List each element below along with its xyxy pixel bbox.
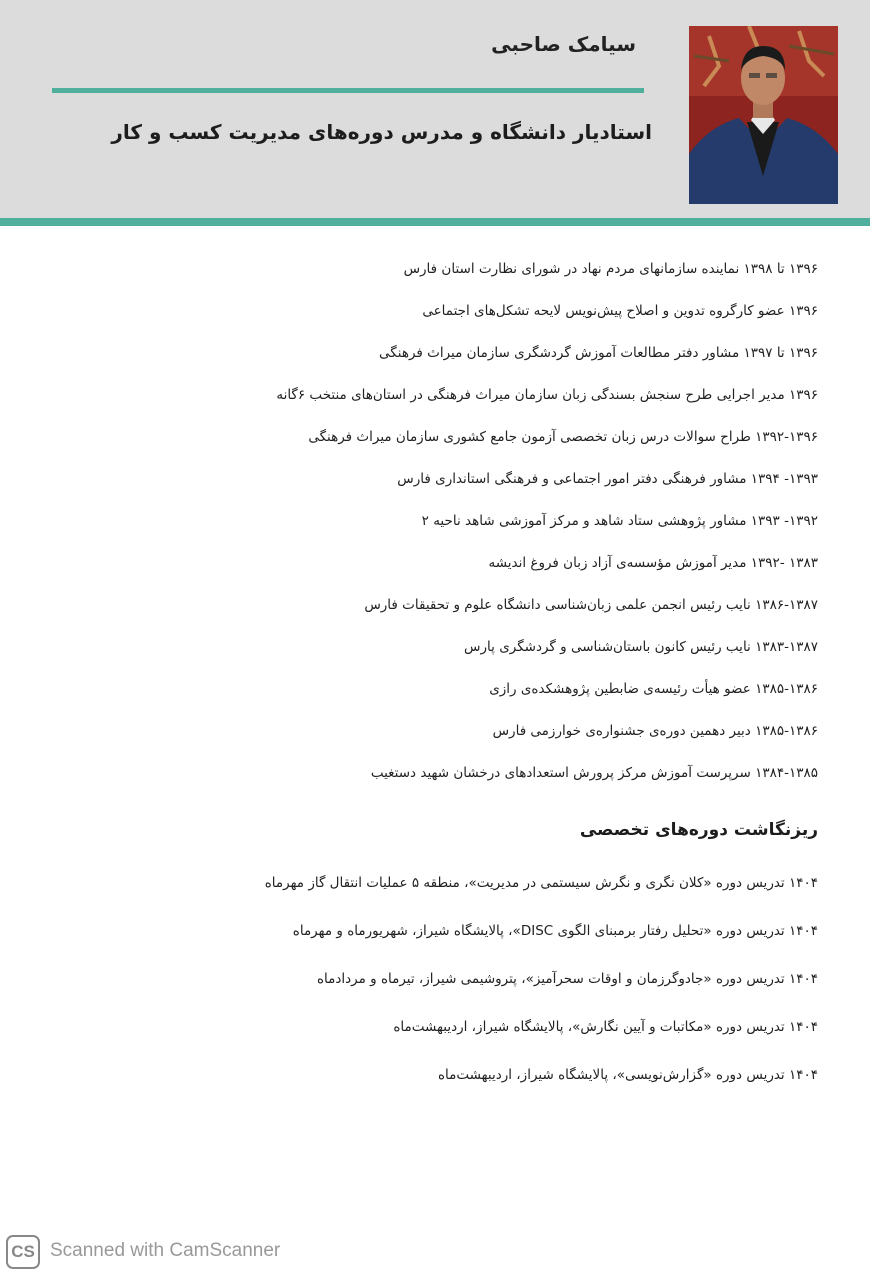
list-item: ۱۳۸۳ -۱۳۹۲ مدیر آموزش مؤسسه‌ی آزاد زبان فروغ اندیشه [488,555,818,571]
scanner-watermark: Scanned with CamScanner [50,1240,281,1261]
person-name: سیامک صاحبی [491,32,636,56]
list-item: ۱۴۰۴ تدریس دوره «تحلیل رفتار برمبنای الگوی DISC»، پالایشگاه شیراز، شهریورماه و مهرماه [292,923,818,939]
list-item: ۱۳۸۵-۱۳۸۶ عضو هیأت رئیسه‌ی ضابطین پژوهشکده‌ی رازی [489,681,818,697]
list-item: ۱۳۹۳- ۱۳۹۴ مشاور فرهنگی دفتر امور اجتماعی و فرهنگی استانداری فارس [397,471,818,487]
header-divider [0,218,870,226]
list-item: ۱۴۰۴ تدریس دوره «گزارش‌نویسی»، پالایشگاه شیراز، اردیبهشت‌ماه [437,1067,818,1083]
list-item: ۱۳۸۴-۱۳۸۵ سرپرست آموزش مرکز پرورش استعدادهای درخشان شهید دستغیب [370,765,818,781]
courses-heading: ریزنگاشت دوره‌های تخصصی [579,820,818,840]
courses-list [178,859,818,1099]
list-item: ۱۳۹۶ عضو کارگروه تدوین و اصلاح پیش‌نویس لایحه تشکل‌های اجتماعی [422,303,818,319]
list-item: ۱۳۸۵-۱۳۸۶ دبیر دهمین دوره‌ی جشنواره‌ی خوارزمی فارس [492,723,818,739]
profile-photo [689,26,838,204]
list-item: ۱۳۸۶-۱۳۸۷ نایب رئیس انجمن علمی زبان‌شناسی دانشگاه علوم و تحقیقات فارس [364,597,818,613]
list-item: ۱۴۰۴ تدریس دوره «کلان نگری و نگرش سیستمی در مدیریت»، منطقه ۵ عملیات انتقال گاز مهرماه [264,875,818,891]
positions-list [178,248,818,794]
list-item: ۱۴۰۴ تدریس دوره «مکاتبات و آیین نگارش»، پالایشگاه شیراز، اردیبهشت‌ماه [393,1019,818,1035]
list-item: ۱۳۹۲-۱۳۹۶ طراح سوالات درس زبان تخصصی آزمون جامع کشوری سازمان میراث فرهنگی [308,429,818,445]
camscanner-logo-icon: CS [6,1235,40,1269]
list-item: ۱۳۹۲- ۱۳۹۳ مشاور پژوهشی ستاد شاهد و مرکز آموزشی شاهد ناحیه ۲ [421,513,818,529]
list-item: ۱۳۹۶ تا ۱۳۹۷ مشاور دفتر مطالعات آموزش گردشگری سازمان میراث فرهنگی [379,345,818,361]
list-item: ۱۴۰۴ تدریس دوره «جادوگرزمان و اوقات سحرآمیز»، پتروشیمی شیراز، تیرماه و مردادماه [316,971,818,987]
list-item: ۱۳۸۳-۱۳۸۷ نایب رئیس کانون باستان‌شناسی و گردشگری پارس [464,639,818,655]
job-title: استادیار دانشگاه و مدرس دوره‌های مدیریت کسب و کار [111,120,652,144]
name-underline [52,88,644,93]
list-item: ۱۳۹۶ تا ۱۳۹۸ نماینده سازمانهای مردم نهاد در شورای نظارت استان فارس [403,261,818,277]
list-item: ۱۳۹۶ مدیر اجرایی طرح سنجش بسندگی زبان سازمان میراث فرهنگی در استان‌های منتخب ۶گانه [276,387,818,403]
